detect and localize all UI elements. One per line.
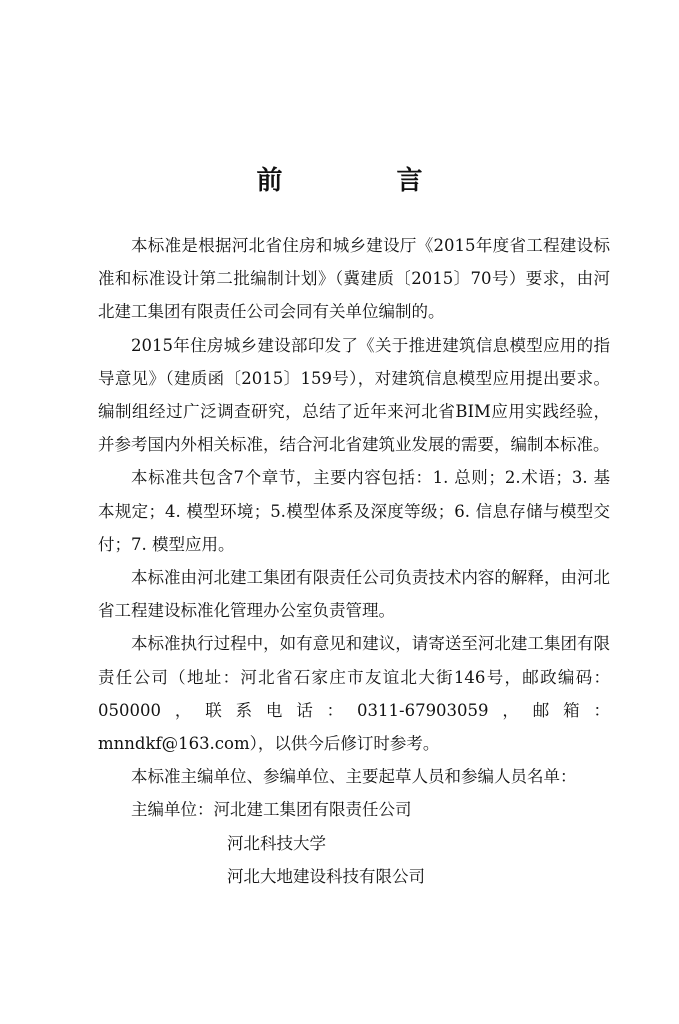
paragraph-interpretation: 本标准由河北建工集团有限责任公司负责技术内容的解释，由河北省工程建设标准化管理办公室负责管理。 [98, 568, 610, 621]
paragraph-feedback: 本标准执行过程中，如有意见和建议，请寄送至河北建工集团有限责任公司（地址：河北省石家庄市友谊北大街146号，邮政编码：050000，联系电话：0311-67903059，邮箱：mnndkf@163.com），以供今后修订时参考。 [98, 634, 610, 754]
paragraph-contents: 本标准共包含7个章节，主要内容包括：1. 总则；2.术语；3. 基本规定；4. 模型环境；5.模型体系及深度等级；6. 信息存储与模型交付；7. 模型应用。 [98, 468, 610, 554]
paragraph-units-intro: 本标准主编单位、参编单位、主要起草人员和参编人员名单： [131, 767, 577, 787]
chief-unit-1: 河北建工集团有限责任公司 [213, 800, 412, 820]
preface-body [98, 229, 610, 893]
paragraph-basis: 本标准是根据河北省住房和城乡建设厅《2015年度省工程建设标准和标准设计第二批编制计划》（冀建质〔2015〕70号）要求，由河北建工集团有限责任公司会同有关单位编制的。 [98, 236, 610, 322]
chief-units-label: 主编单位： [131, 800, 214, 820]
chief-unit-2: 河北科技大学 [227, 833, 326, 853]
page-title: 前 言 [256, 166, 467, 196]
chief-unit-line [98, 793, 610, 826]
chief-unit-3: 河北大地建设科技有限公司 [227, 866, 425, 886]
paragraph-background: 2015年住房城乡建设部印发了《关于推进建筑信息模型应用的指导意见》（建质函〔2015〕159号），对建筑信息模型应用提出要求。编制组经过广泛调查研究，总结了近年来河北省BIM应用实践经验，并参考国内外相关标准，结合河北省建筑业发展的需要，编制本标准。 [98, 335, 610, 455]
